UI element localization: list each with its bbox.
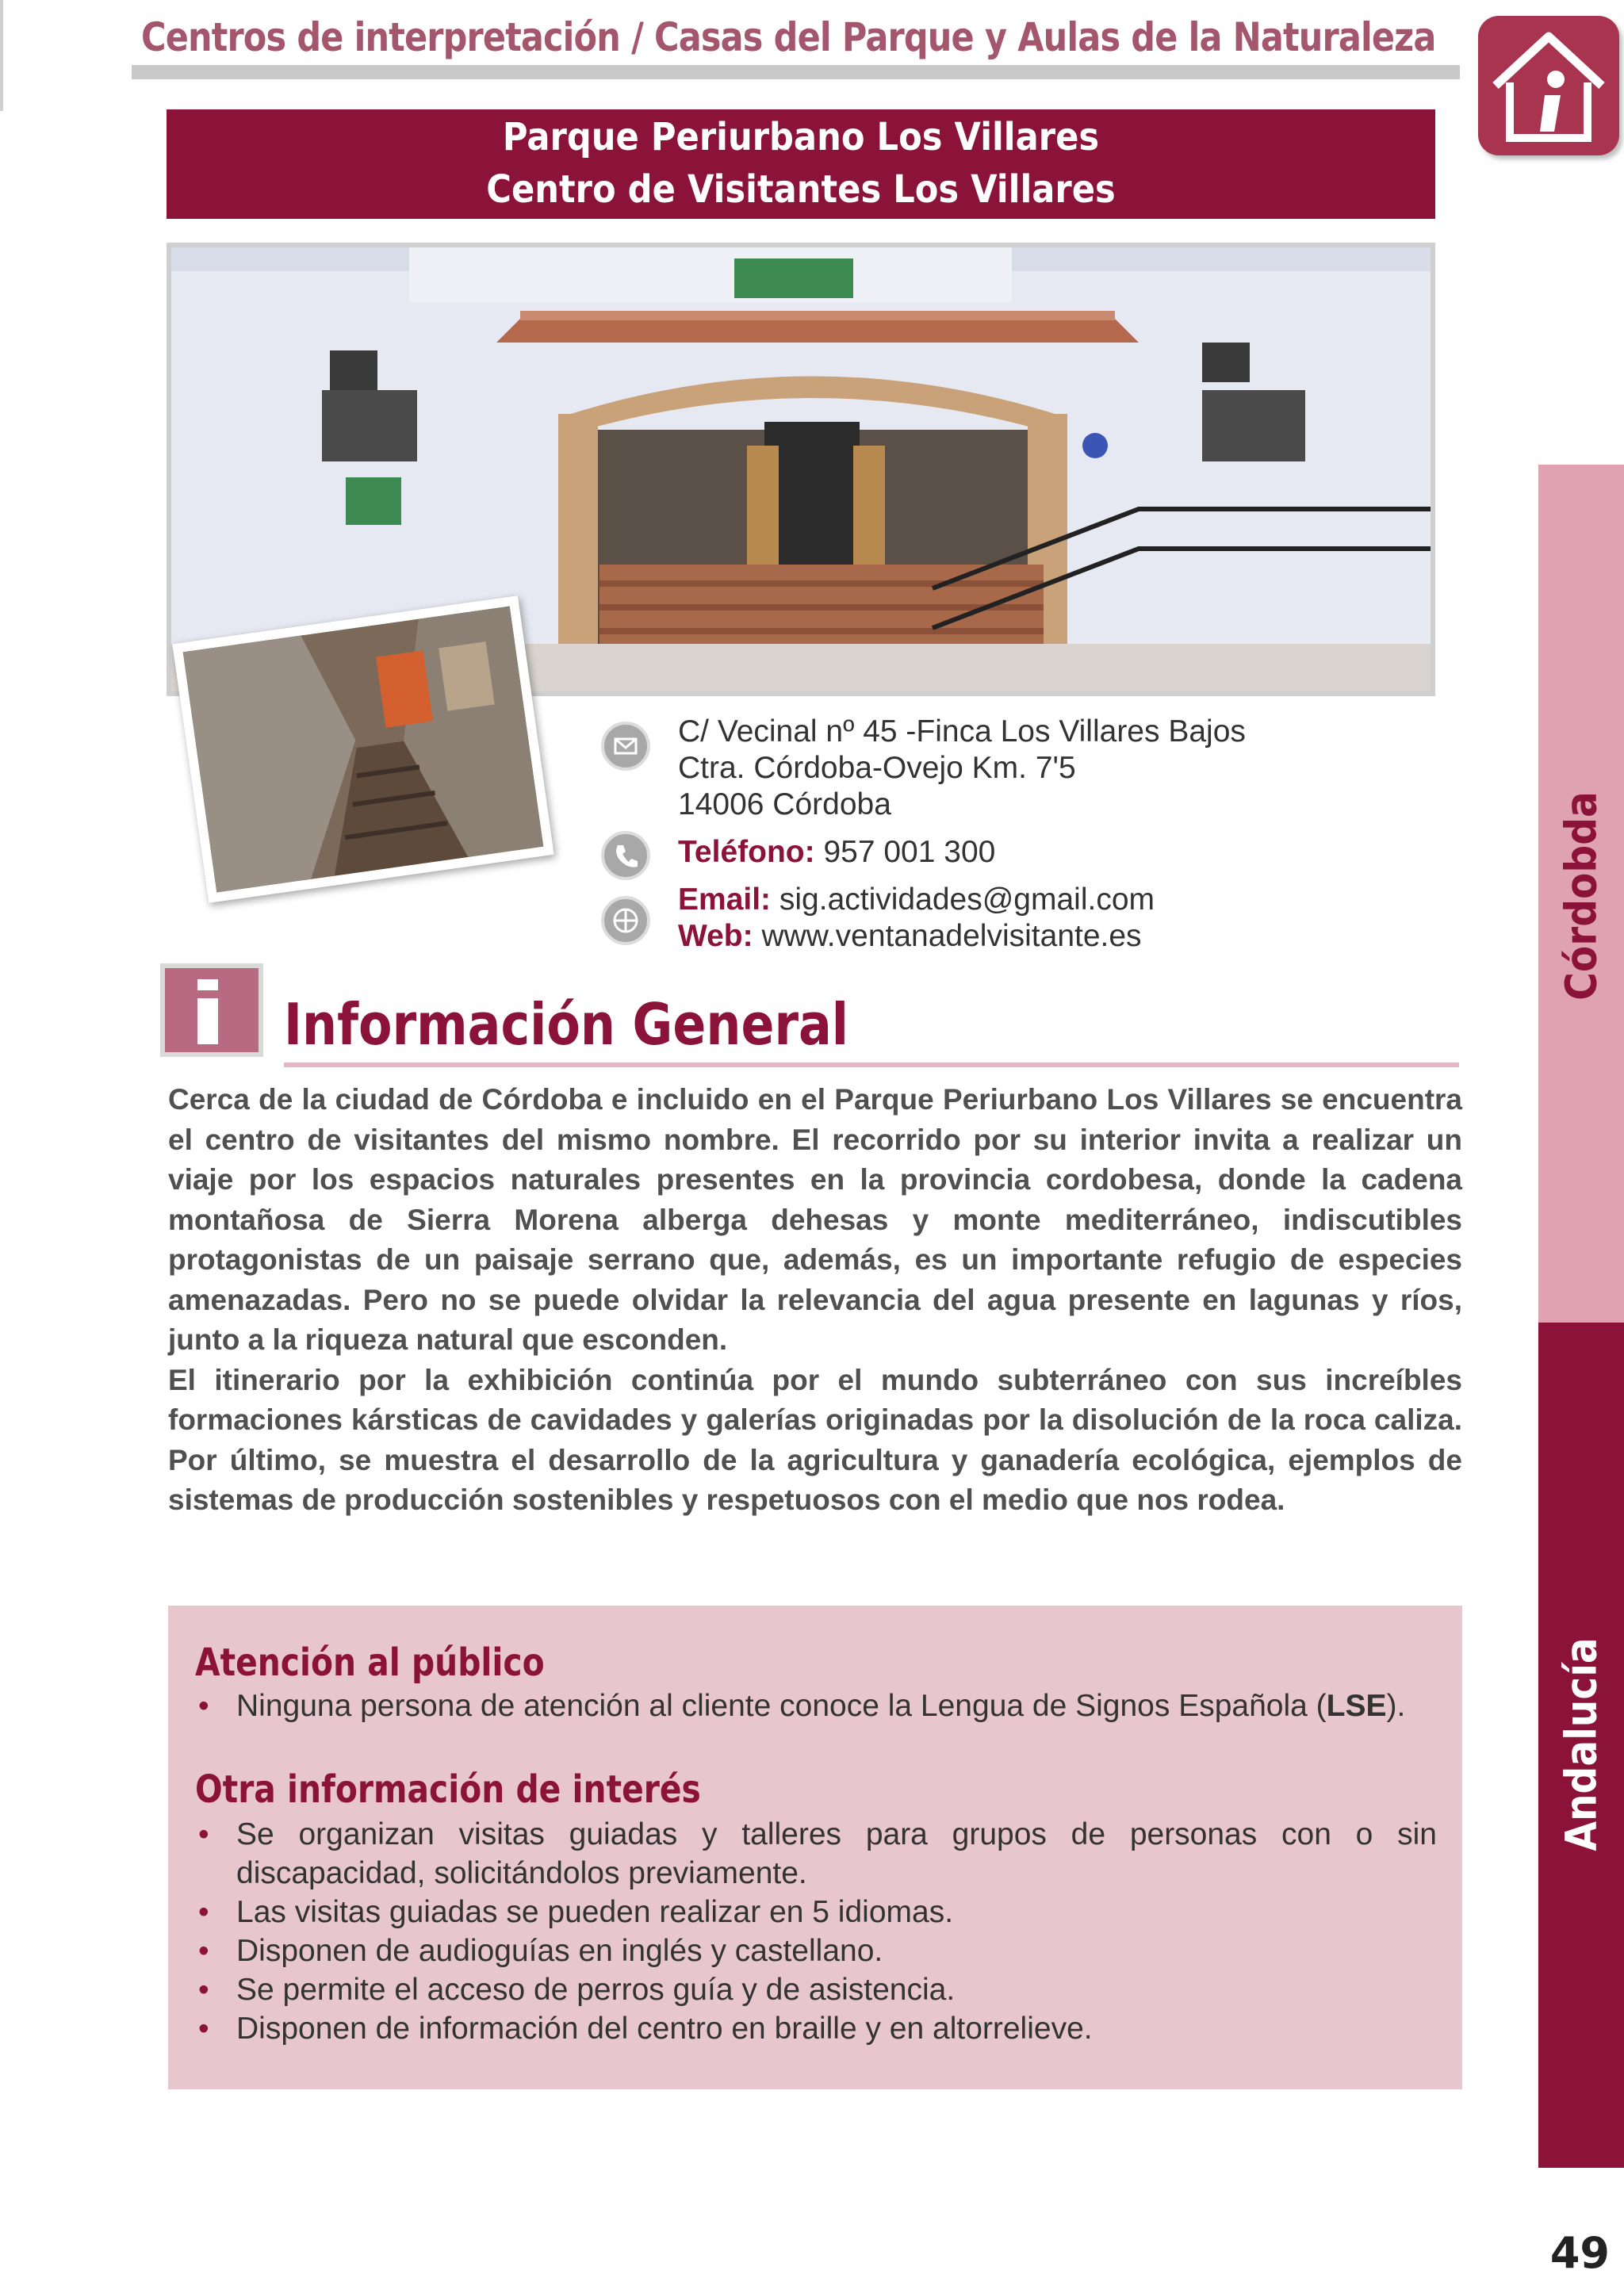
exhibition-photo: [172, 595, 554, 903]
bullet-icon: •: [198, 1895, 209, 1929]
list-item: • Disponen de información del centro en braille y en altorrelieve.: [195, 2009, 1437, 2048]
park-name: Parque Periurbano Los Villares: [502, 115, 1100, 159]
phone-line: [678, 834, 995, 871]
list-item: • Las visitas guiadas se pueden realizar en 5 idiomas.: [195, 1893, 1437, 1932]
other-info-list: [195, 1815, 1437, 2048]
paragraph: Cerca de la ciudad de Córdoba e incluido en el Parque Periurbano Los Villares se encuentra el centro de visitantes del mismo nombre. El recorrido por su interior invita a realizar un viaje por los espacios naturales presentes en la provincia cordobesa, donde la cadena montañosa de Sierra Morena alberga dehesas y monte mediterráneo, indiscutibles protagonistas de un paisaje serrano que, además, es un importante refugio de especies amenazadas. Pero no se puede olvidar la relevancia del agua presente en lagunas y ríos, junto a la riqueza natural que esconden.: [168, 1083, 1462, 1356]
address-line-1: C/ Vecinal nº 45 -Finca Los Villares Bajos: [678, 714, 1246, 748]
title-band: [167, 109, 1435, 219]
list-item: • Se permite el acceso de perros guía y de asistencia.: [195, 1970, 1437, 2009]
info-letter: [197, 979, 218, 1044]
heading-rule: [284, 1062, 1459, 1067]
list-item: • Se organizan visitas guiadas y talleres para grupos de personas con o sin discapacidad, solicitándolos previamente.: [195, 1815, 1437, 1893]
address-line-3: 14006 Córdoba: [678, 787, 891, 821]
center-name: Centro de Visitantes Los Villares: [486, 167, 1116, 212]
address-line-2: Ctra. Córdoba-Ovejo Km. 7'5: [678, 751, 1076, 785]
bullet-icon: •: [198, 1689, 209, 1723]
phone-icon: [601, 831, 650, 880]
general-info-text: [168, 1080, 1462, 1521]
page-edge: [0, 0, 3, 111]
header-rule: [132, 65, 1460, 79]
section-heading: Información General: [284, 991, 848, 1058]
phone-label: Teléfono:: [678, 835, 815, 869]
other-info-heading: Otra información de interés: [195, 1767, 701, 1812]
paragraph: El itinerario por la exhibición continúa por el mundo subterráneo con sus increíbles formaciones kársticas de cavidades y galerías originadas por la disolución de la roca caliza. Por último, se muestra el desarrollo de la agricultura y ganadería ecológica, ejemplos de sistemas de producción sostenibles y respetuosos con el medio que nos rodea.: [168, 1363, 1462, 1516]
bullet-icon: •: [198, 1934, 209, 1968]
notes-box: [168, 1606, 1462, 2089]
bullet-icon: •: [198, 2012, 209, 2046]
address-icon: [601, 722, 650, 771]
bullet-icon: •: [198, 1817, 209, 1851]
info-badge-icon: [160, 963, 263, 1057]
list-item: • Disponen de audioguías en inglés y castellano.: [195, 1932, 1437, 1970]
public-attention-heading: Atención al público: [195, 1641, 545, 1685]
phone-value[interactable]: 957 001 300: [823, 835, 996, 869]
header-title: Centros de interpretación / Casas del Parque y Aulas de la Naturaleza: [141, 14, 1436, 60]
email-label: Email:: [678, 882, 772, 917]
side-label-city: Córdobda: [1556, 791, 1607, 1001]
email-line: [678, 882, 1155, 918]
web-icon: [601, 896, 650, 945]
lse-abbreviation: LSE: [1326, 1689, 1387, 1723]
public-attention-list: [195, 1686, 1437, 1725]
email-link[interactable]: sig.actividades@gmail.com: [779, 882, 1155, 917]
web-line: [678, 918, 1142, 955]
web-link[interactable]: www.ventanadelvisitante.es: [761, 919, 1142, 953]
list-item: • Ninguna persona de atención al cliente conoce la Lengua de Signos Española (LSE).: [195, 1686, 1437, 1725]
web-label: Web:: [678, 919, 753, 953]
house-info-icon: [1478, 16, 1619, 155]
side-label-region: Andalucía: [1556, 1637, 1607, 1851]
bullet-icon: •: [198, 1973, 209, 2007]
page-number: 49: [1549, 2228, 1610, 2278]
